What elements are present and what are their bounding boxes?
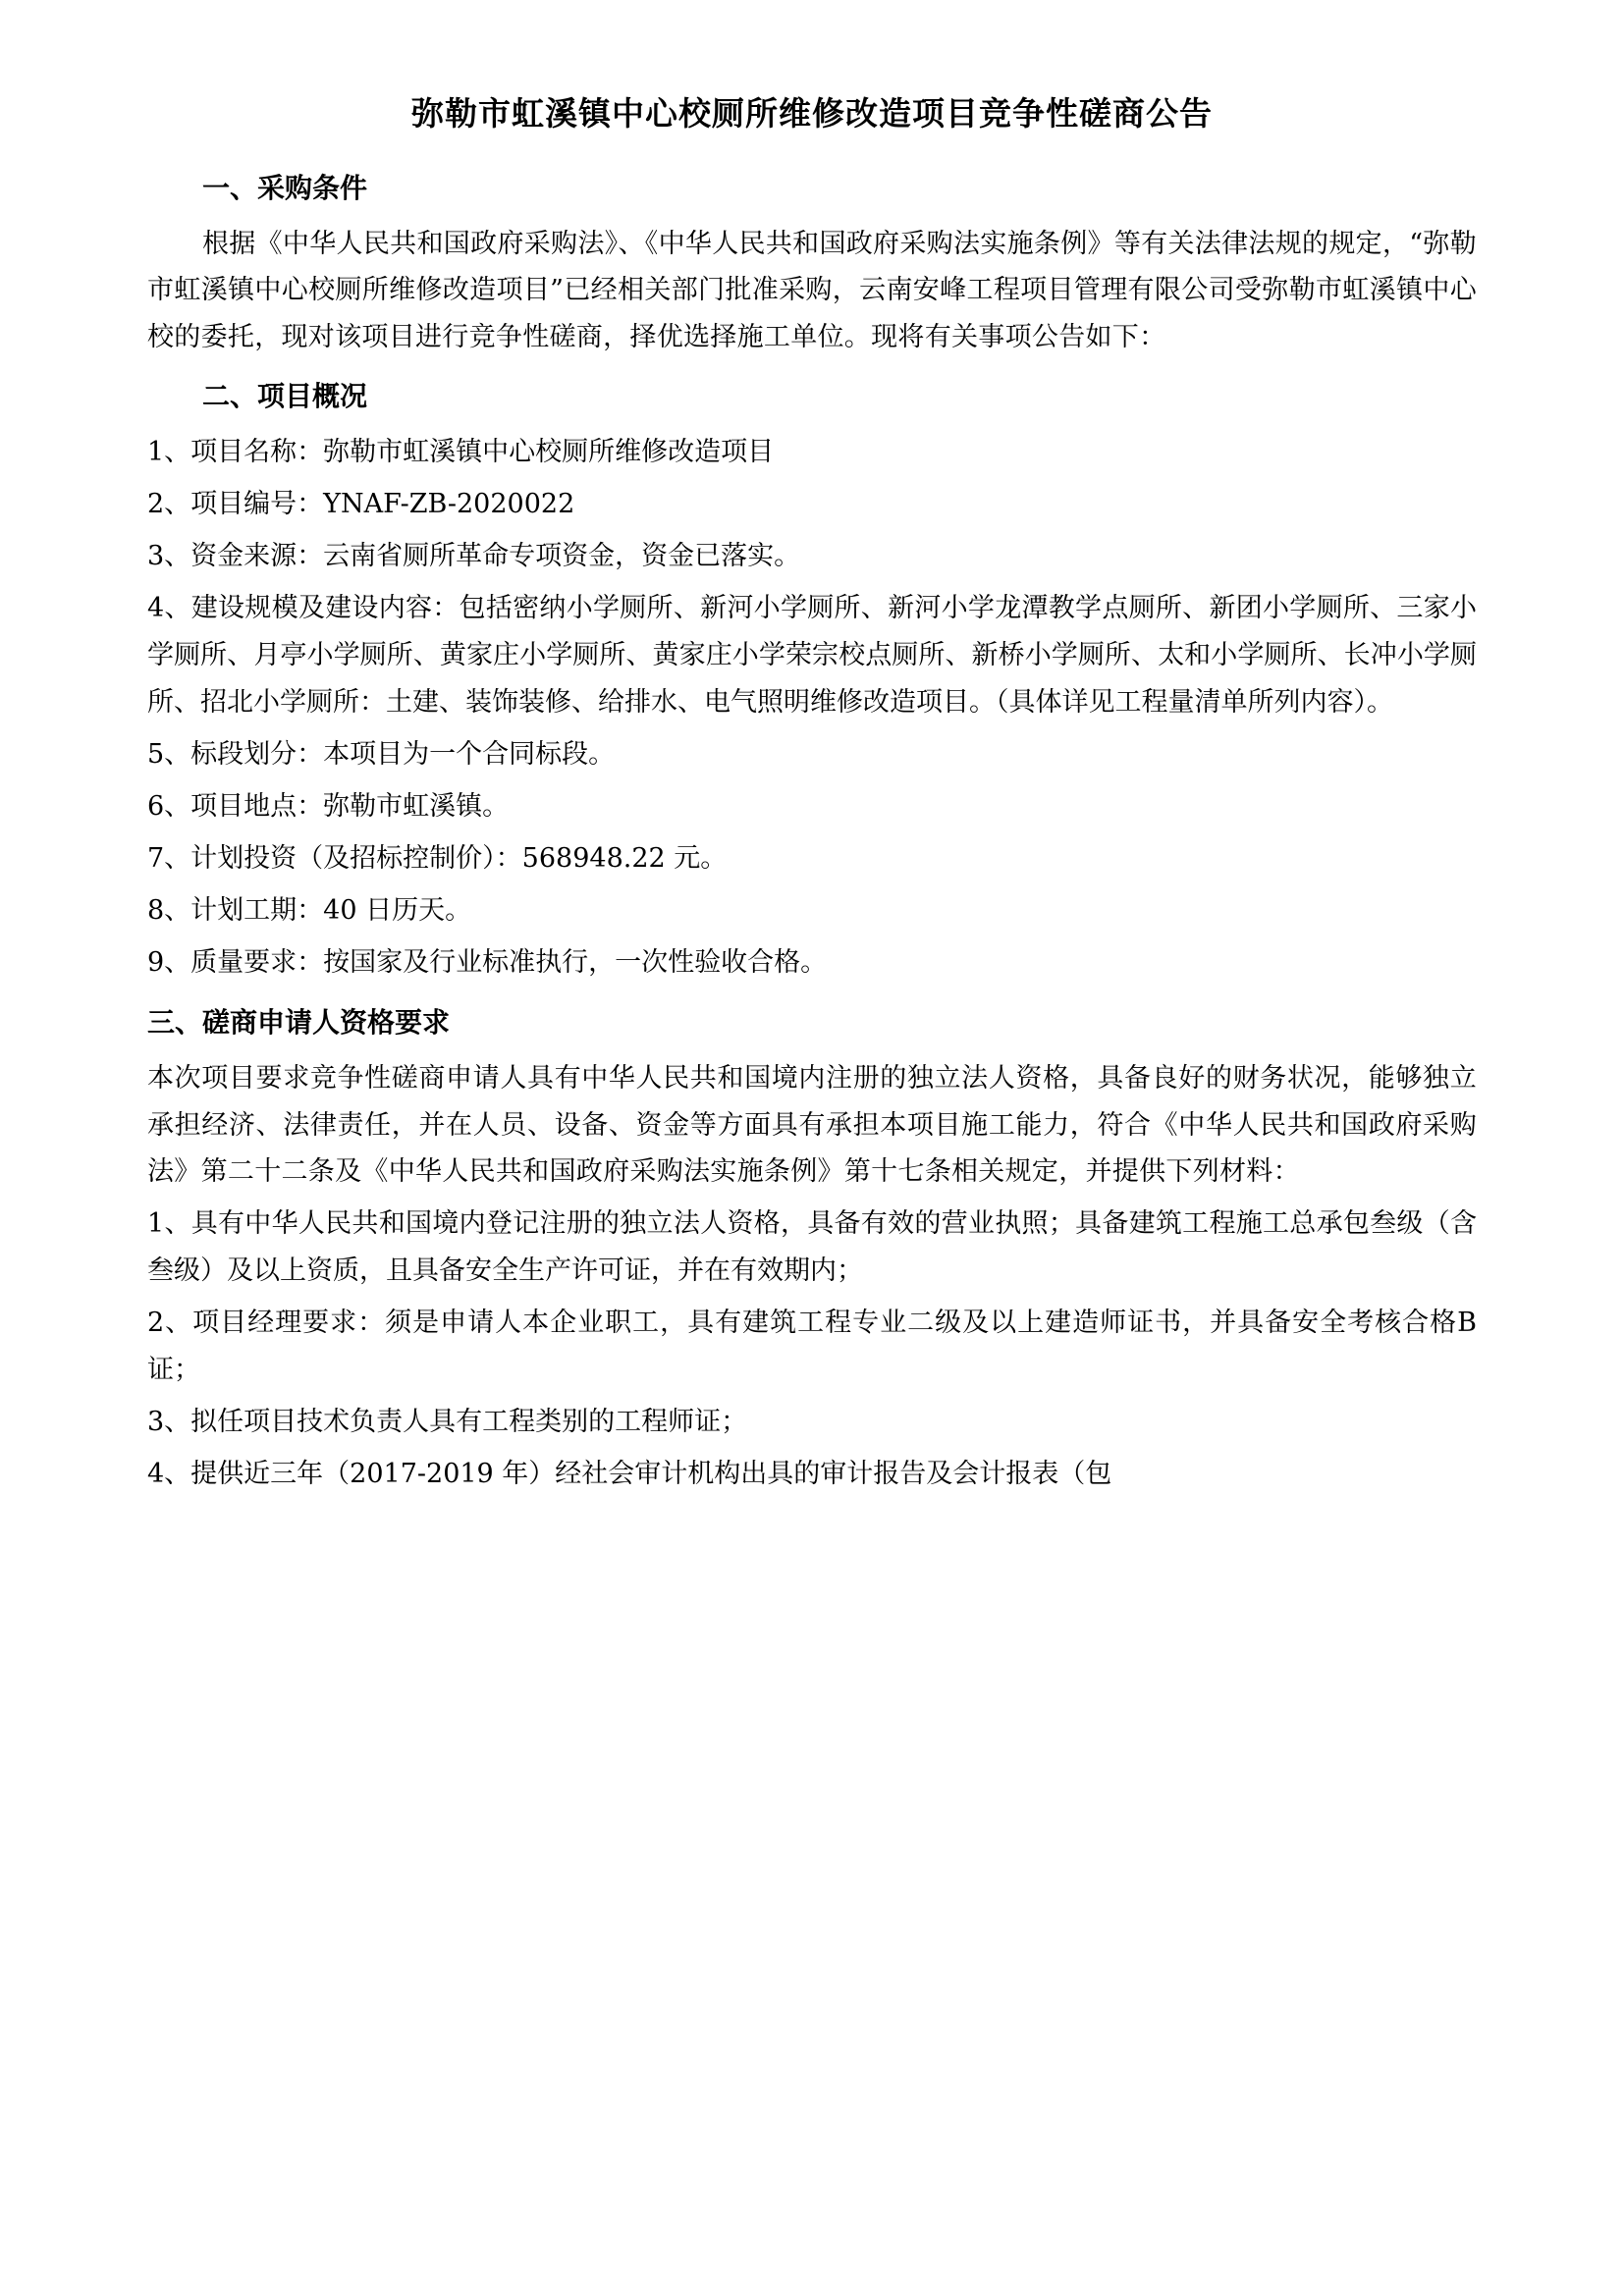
section-procurement-conditions	[147, 168, 1477, 360]
page-title: 弥勒市虹溪镇中心校厕所维修改造项目竞争性磋商公告	[411, 94, 1213, 133]
section-3-paragraph-1: 本次项目要求竞争性磋商申请人具有中华人民共和国境内注册的独立法人资格，具备良好的财务状况，能够独立承担经济、法律责任，并在人员、设备、资金等方面具有承担本项目施工能力，符合《中华人民共和国政府采购法》第二十二条及《中华人民共和国政府采购法实施条例》第十七条相关规定，并提供下列材料：	[147, 1063, 1477, 1187]
list-item: 4、提供近三年（2017-2019 年）经社会审计机构出具的审计报告及会计报表（包	[147, 1459, 1112, 1490]
list-item: 1、具有中华人民共和国境内登记注册的独立法人资格，具备有效的营业执照；具备建筑工程施工总承包叁级（含叁级）及以上资质，且具备安全生产许可证，并在有效期内；	[147, 1208, 1477, 1287]
list-item: 6、项目地点：弥勒市虹溪镇。	[147, 791, 510, 823]
list-item: 3、拟任项目技术负责人具有工程类别的工程师证；	[147, 1407, 748, 1438]
section-heading-1: 一、采购条件	[202, 172, 368, 204]
list-item: 1、项目名称：弥勒市虹溪镇中心校厕所维修改造项目	[147, 436, 775, 467]
section-applicant-qualifications	[147, 1002, 1477, 1498]
list-item: 9、质量要求：按国家及行业标准执行，一次性验收合格。	[147, 947, 828, 979]
section-1-paragraph-1: 根据《中华人民共和国政府采购法》、《中华人民共和国政府采购法实施条例》等有关法律法规的规定，“弥勒市虹溪镇中心校厕所维修改造项目”已经相关部门批准采购，云南安峰工程项目管理有限公司受弥勒市虹溪镇中心校的委托，现对该项目进行竞争性磋商，择优选择施工单位。现将有关事项公告如下：	[147, 229, 1477, 352]
section-heading-3: 三、磋商申请人资格要求	[147, 1006, 451, 1040]
section-project-overview	[147, 376, 1477, 988]
list-item: 8、计划工期：40 日历天。	[147, 895, 472, 927]
section-2-list	[147, 429, 1477, 988]
section-3-list	[147, 1201, 1477, 1498]
list-item: 2、项目经理要求：须是申请人本企业职工，具有建筑工程专业二级及以上建造师证书，并具备安全考核合格B证；	[147, 1308, 1477, 1386]
list-item: 4、建设规模及建设内容：包括密纳小学厕所、新河小学厕所、新河小学龙潭教学点厕所、新团小学厕所、三家小学厕所、月亭小学厕所、黄家庄小学厕所、黄家庄小学荣宗校点厕所、新桥小学厕所、太和小学厕所、长冲小学厕所、招北小学厕所：土建、装饰装修、给排水、电气照明维修改造项目。（具体详见工程量清单所列内容）。	[147, 592, 1477, 718]
section-heading-2: 二、项目概况	[202, 379, 368, 412]
list-item: 3、资金来源：云南省厕所革命专项资金，资金已落实。	[147, 540, 801, 571]
list-item: 2、项目编号：YNAF-ZB-2020022	[147, 488, 575, 519]
list-item: 5、标段划分：本项目为一个合同标段。	[147, 739, 616, 771]
list-item: 7、计划投资（及招标控制价）：568948.22 元。	[147, 843, 728, 875]
